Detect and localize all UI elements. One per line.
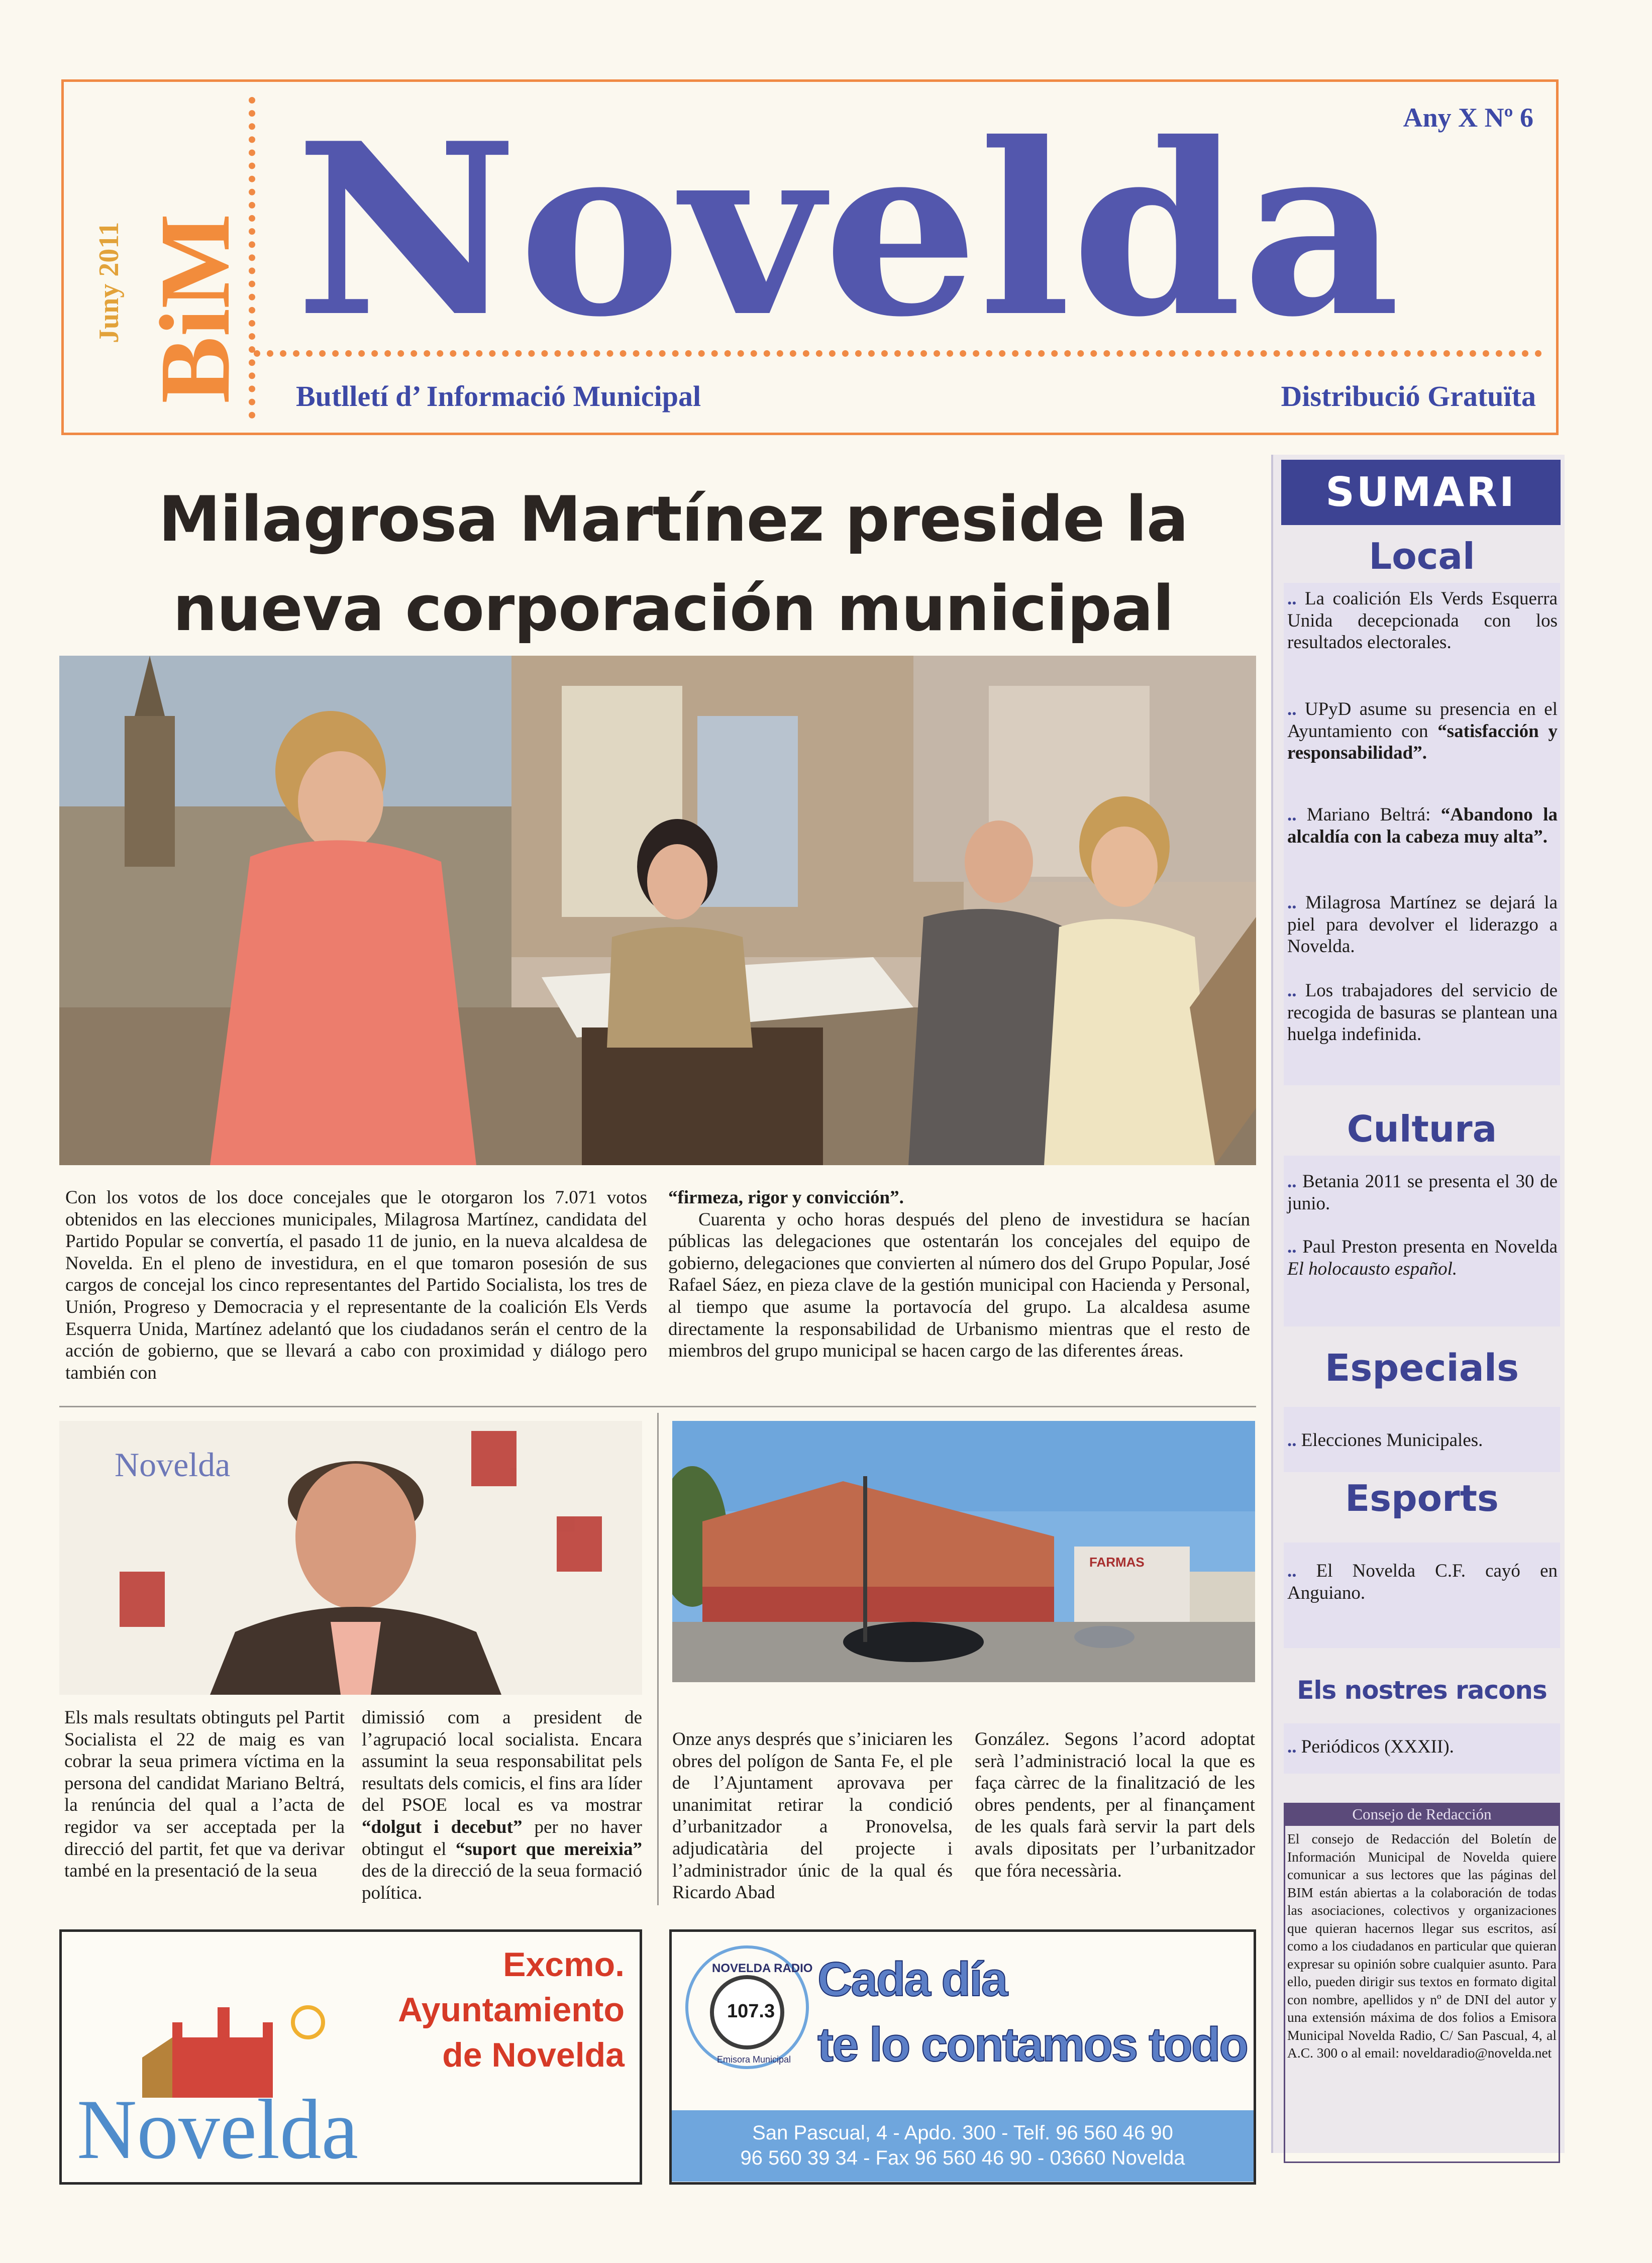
consejo-title: Consejo de Redacción [1284, 1803, 1560, 1826]
cultura-item-1-text: Betania 2011 se presenta el 30 de junio. [1287, 1171, 1558, 1214]
masthead [61, 79, 1559, 435]
cultura-item-2-text: Paul Preston presenta en Novelda [1302, 1237, 1558, 1257]
distribution-label: Distribució Gratuïta [1281, 380, 1536, 413]
local-item-4[interactable]: .. Milagrosa Martínez se dejará la piel para devolver el liderazgo a Novelda. [1287, 892, 1558, 957]
radio-slogan-1: Cada día [817, 1952, 1007, 2006]
ayuntamiento-ad-text [343, 1942, 625, 2078]
local-item-4-text: Milagrosa Martínez se dejará la piel para devolver el liderazgo a Novelda. [1287, 892, 1558, 957]
column-rule [657, 1413, 659, 1905]
cultura-item-1[interactable]: .. Betania 2011 se presenta el 30 de junio. [1287, 1171, 1558, 1214]
main-story-quote: “firmeza, rigor y convicción”. [668, 1187, 904, 1208]
bim-brand: BiM [140, 214, 249, 403]
radio-slogan-2: te lo contamos todo [817, 2018, 1247, 2072]
photo-logo-novelda: Novelda [115, 1446, 231, 1484]
local-item-2[interactable]: .. UPyD asume su presencia en el Ayuntamiento con “satisfacción y responsabilidad”. [1287, 699, 1558, 763]
cultura-item-2[interactable]: .. Paul Preston presenta en Novelda El holocausto español. [1287, 1237, 1558, 1279]
left-story-text-b: per no haver obtingut el [362, 1816, 642, 1860]
esports-item-1-text: El Novelda C.F. cayó en Anguiano. [1287, 1561, 1558, 1603]
left-story-text-c: des de la direcció de la seua formació política. [362, 1861, 642, 1903]
local-item-1[interactable]: .. La coalición Els Verds Esquerra Unida decepcionada con los resultados electorales. [1287, 588, 1558, 653]
dotted-divider-vertical [249, 97, 255, 419]
masthead-title-text: Novelda [295, 107, 1400, 348]
section-esports: Esports [1345, 1477, 1499, 1519]
section-local: Local [1369, 535, 1475, 577]
masthead-title [295, 107, 1400, 348]
ayuntamiento-ad[interactable] [59, 1929, 642, 2185]
local-item-3[interactable]: .. Mariano Beltrá: “Abandono la alcaldía con la cabeza muy alta”. [1287, 804, 1558, 847]
main-story-paragraph-2: Cuarenta y ocho horas después del pleno de investidura se hacían públicas las delegaciones que ostentarán los concejales del equipo de gobierno, delegaciones que convierten al número dos del Grupo Popular, José Rafael Sáez, en pieza clave de la gestión municipal con Hacienda y Personal, al tiempo que asume la portavocía del grupo. La alcaldesa asume directamente la responsabilidad de Urbanismo mientras que el resto de miembros del grupo municipal se hacen cargo de las diferentes áreas. [668, 1209, 1250, 1362]
racons-item-1-text: Periódicos (XXXII). [1301, 1736, 1454, 1757]
novelda-radio-ad[interactable] [669, 1929, 1256, 2185]
ad-line-3: de Novelda [442, 2036, 625, 2074]
local-item-3-text: Mariano Beltrá: [1306, 804, 1441, 825]
left-story-quote-2: “suport que mereixia” [455, 1838, 642, 1860]
left-story-text-a: dimissió com a president de l’agrupació local socialista. Encara assumint la seua responsabilitat pels resultats dels comicis, el fins ara líder del PSOE local es va mostrar [362, 1707, 642, 1816]
right-story-col-2: González. Segons l’acord adoptat serà l’administració local la que es faça càrrec de la finalització de les obres pendents, per al finançament de les quals farà servir la part dels avals dipositats per l’urbanitzador que fóra necessària. [975, 1729, 1255, 1881]
sumari-title: SUMARI [1281, 460, 1561, 525]
beltra-photo [59, 1421, 642, 1695]
esports-item-1[interactable]: .. El Novelda C.F. cayó en Anguiano. [1287, 1561, 1558, 1603]
main-photo [59, 656, 1256, 1165]
section-rule [59, 1406, 1256, 1407]
radio-slogan [817, 1947, 1250, 2078]
cultura-item-2-title: El holocausto español. [1287, 1258, 1458, 1279]
radio-logo-bottom: Emisora Municipal [717, 2054, 791, 2065]
local-item-1-text: La coalición Els Verds Esquerra Unida decepcionada con los resultados electorales. [1287, 588, 1558, 653]
local-item-3-quote: “Abandono la alcaldía con la cabeza muy alta”. [1287, 804, 1558, 847]
dotted-divider-horizontal [254, 350, 1542, 357]
headline-line-2: nueva corporación municipal [173, 573, 1174, 645]
radio-address-2: 96 560 39 34 - Fax 96 560 46 90 - 03660 Novelda [740, 2147, 1185, 2169]
radio-address-1: San Pascual, 4 - Apdo. 300 - Telf. 96 560 46 90 [752, 2122, 1173, 2144]
section-cultura: Cultura [1347, 1108, 1497, 1150]
section-especials: Especials [1324, 1347, 1519, 1390]
masthead-subtitle: Butlletí d’ Informació Municipal [296, 380, 701, 413]
bim-logo-vertical [78, 102, 249, 414]
consejo-text: El consejo de Redacción del Boletín de Información Municipal de Novelda quiere comunicar a sus lectores que las páginas del BIM están abiertas a la colaboración de todas las asociaciones, colectivos y organizaciones que quieran hacernos llegar sus escritos, así como a los ciudadanos en particular que quieran expresar su opinión sobre cualquier asunto. Para ello, pueden dirigir sus textos en formato digital con nombre, apellidos y nº de DNI del autor y una extensión máxima de dos folios a Emisora Municipal Novelda Radio, C/ San Pascual, 4, al A.C. 300 o al email: noveldaradio@novelda.net [1287, 1831, 1557, 2061]
local-item-5[interactable]: .. Los trabajadores del servicio de recogida de basuras se plantean una huelga indefinida. [1287, 980, 1558, 1045]
left-story-col-1: Els mals resultats obtinguts pel Partit Socialista el 22 de maig es van cobrar la seua primera víctima en la persona del candidat Mariano Beltrá, la renúncia del qual a l’acta de regidor va ser acceptada per la direcció del partit, fet que va derivar també en la presentació de la seua [64, 1707, 345, 1882]
racons-item-1[interactable]: .. Periódicos (XXXII). [1287, 1736, 1454, 1757]
left-story-col-2 [362, 1707, 642, 1904]
main-story-col-2 [668, 1187, 1250, 1362]
ad-line-1: Excmo. [503, 1945, 625, 1984]
industrial-park-photo [672, 1421, 1255, 1682]
radio-logo [682, 1942, 812, 2073]
right-story-col-1: Onze anys després que s’iniciaren les obres del polígon de Santa Fe, el ple de l’Ajuntament aprovava per unanimitat retirar la condició d’urbanitzador a Pronovelsa, adjudicatària del projecte i l’administrador únic de la qual és Ricardo Abad [672, 1729, 953, 1903]
ad-logo-text: Novelda [77, 2082, 358, 2177]
especials-item-1[interactable]: .. Elecciones Municipales. [1287, 1430, 1483, 1451]
local-item-5-text: Los trabajadores del servicio de recogida de basuras se plantean una huelga indefinida. [1287, 980, 1558, 1045]
issue-number: Any X Nº 6 [1403, 102, 1533, 133]
radio-logo-top: NOVELDA RADIO [712, 1962, 812, 1975]
local-item-2-text: UPyD asume su presencia en el Ayuntamiento con [1287, 699, 1558, 742]
farmas-sign: FARMAS [1089, 1555, 1145, 1570]
radio-contact-bar [672, 2110, 1254, 2182]
headline-line-1: Milagrosa Martínez preside la [158, 483, 1188, 556]
issue-date: Juny 2011 [93, 222, 125, 343]
main-headline [75, 475, 1271, 654]
novelda-logo [72, 1992, 363, 2178]
ad-line-2: Ayuntamiento [398, 1991, 625, 2029]
section-racons: Els nostres racons [1297, 1676, 1547, 1705]
left-story-quote-1: “dolgut i decebut” [362, 1816, 523, 1837]
local-item-2-quote: “satisfacción y responsabilidad”. [1287, 721, 1558, 763]
especials-item-1-text: Elecciones Municipales. [1301, 1430, 1483, 1451]
radio-frequency: 107.3 [727, 2001, 775, 2022]
main-story-col-1: Con los votos de los doce concejales que le otorgaron los 7.071 votos obtenidos en las elecciones municipales, Milagrosa Martínez, candidata del Partido Popular se convertía, el pasado 11 de junio, en la nueva alcaldesa de Novelda. En el pleno de investidura, en el que tomaron posesión de sus cargos de concejal los cinco representantes del Partido Socialista, los tres de Unión, Progreso y Democracia y el representante de la coalición Els Verds Esquerra Unida, Martínez adelantó que los ciudadanos serán el centro de la acción de gobierno, que se llevará a cabo con proximidad y diálogo pero también con [65, 1187, 647, 1383]
